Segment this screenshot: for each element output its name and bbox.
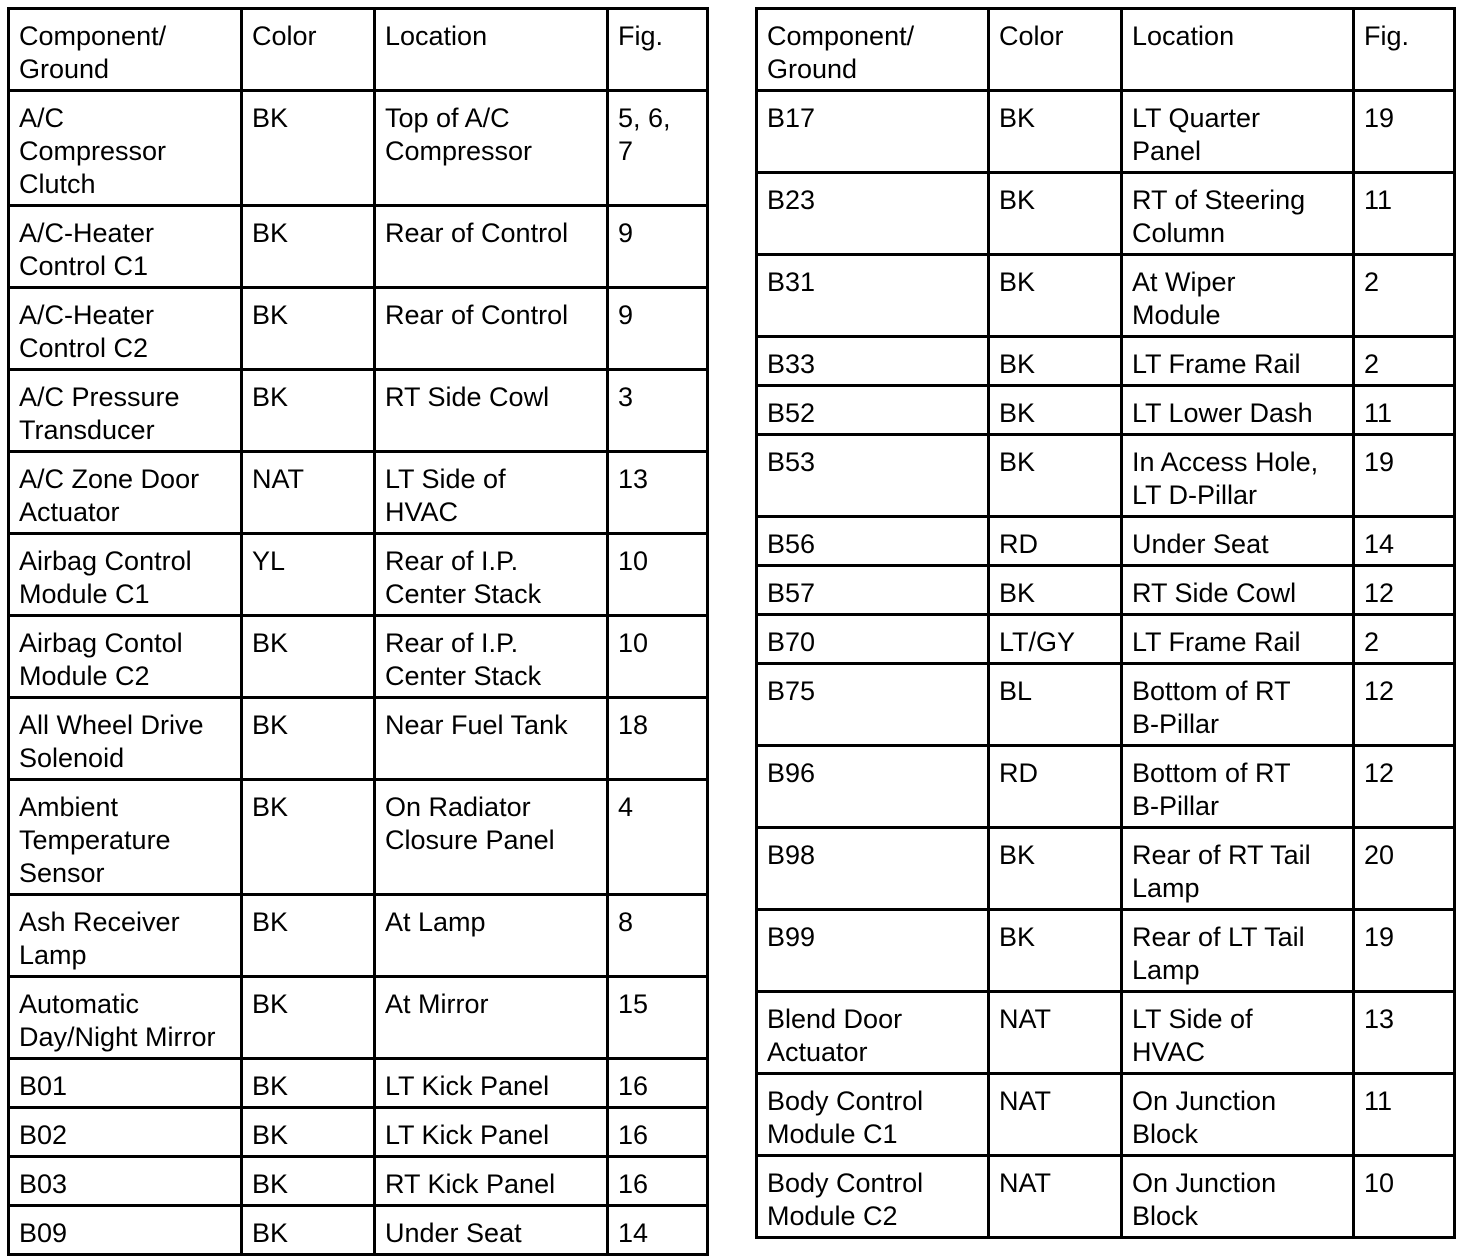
component-ground-cell: B09 (9, 1206, 242, 1255)
header-component-ground: Component/ Ground (757, 9, 989, 91)
component-ground-cell: B17 (757, 91, 989, 173)
table-row (9, 452, 708, 534)
component-ground-cell: B23 (757, 173, 989, 255)
color-cell: BL (989, 664, 1122, 746)
location-cell: RT Kick Panel (375, 1157, 608, 1206)
location-cell: At Lamp (375, 895, 608, 977)
component-ground-cell: B75 (757, 664, 989, 746)
component-ground-cell: B96 (757, 746, 989, 828)
fig-cell: 9 (608, 288, 708, 370)
location-cell: At Wiper Module (1122, 255, 1354, 337)
location-cell: Rear of I.P. Center Stack (375, 534, 608, 616)
component-ground-cell: Blend Door Actuator (757, 992, 989, 1074)
fig-cell: 10 (608, 534, 708, 616)
location-cell: LT Frame Rail (1122, 337, 1354, 386)
component-ground-cell: B53 (757, 435, 989, 517)
table-row (9, 977, 708, 1059)
location-cell: Rear of Control (375, 288, 608, 370)
component-ground-cell: B33 (757, 337, 989, 386)
location-cell: In Access Hole, LT D-Pillar (1122, 435, 1354, 517)
table-row (9, 534, 708, 616)
header-color: Color (989, 9, 1122, 91)
color-cell: BK (989, 91, 1122, 173)
table-row (757, 517, 1455, 566)
fig-cell: 10 (1354, 1156, 1455, 1238)
right-table-body (757, 91, 1455, 1238)
header-location: Location (375, 9, 608, 91)
table-row (757, 435, 1455, 517)
color-cell: BK (989, 566, 1122, 615)
color-cell: BK (242, 616, 375, 698)
component-ground-cell: B98 (757, 828, 989, 910)
location-cell: Rear of I.P. Center Stack (375, 616, 608, 698)
location-cell: Rear of RT Tail Lamp (1122, 828, 1354, 910)
fig-cell: 8 (608, 895, 708, 977)
location-cell: LT Side of HVAC (1122, 992, 1354, 1074)
component-ground-cell: B01 (9, 1059, 242, 1108)
component-ground-cell: Body Control Module C1 (757, 1074, 989, 1156)
location-cell: Under Seat (1122, 517, 1354, 566)
table-row (757, 566, 1455, 615)
table-row (9, 616, 708, 698)
table-row (9, 288, 708, 370)
color-cell: NAT (989, 1074, 1122, 1156)
fig-cell: 14 (1354, 517, 1455, 566)
fig-cell: 19 (1354, 91, 1455, 173)
fig-cell: 2 (1354, 255, 1455, 337)
component-ground-cell: B03 (9, 1157, 242, 1206)
color-cell: BK (242, 1108, 375, 1157)
table-row (9, 895, 708, 977)
location-cell: On Radiator Closure Panel (375, 780, 608, 895)
table-row (757, 615, 1455, 664)
component-ground-cell: B02 (9, 1108, 242, 1157)
header-component-ground: Component/ Ground (9, 9, 242, 91)
table-row (9, 1059, 708, 1108)
location-cell: LT Lower Dash (1122, 386, 1354, 435)
color-cell: BK (242, 977, 375, 1059)
component-ground-cell: B57 (757, 566, 989, 615)
table-row (757, 664, 1455, 746)
location-cell: LT Kick Panel (375, 1059, 608, 1108)
table-row (757, 173, 1455, 255)
location-cell: RT of Steering Column (1122, 173, 1354, 255)
color-cell: NAT (242, 452, 375, 534)
component-ground-cell: Airbag Contol Module C2 (9, 616, 242, 698)
color-cell: NAT (989, 1156, 1122, 1238)
component-ground-cell: A/C-Heater Control C1 (9, 206, 242, 288)
color-cell: BK (989, 255, 1122, 337)
header-fig: Fig. (608, 9, 708, 91)
component-ground-cell: Airbag Control Module C1 (9, 534, 242, 616)
header-row (9, 9, 708, 91)
location-cell: On Junction Block (1122, 1074, 1354, 1156)
fig-cell: 15 (608, 977, 708, 1059)
component-ground-cell: A/C Zone Door Actuator (9, 452, 242, 534)
location-cell: Bottom of RT B-Pillar (1122, 664, 1354, 746)
component-ground-cell: B52 (757, 386, 989, 435)
table-row (9, 1206, 708, 1255)
location-cell: LT Kick Panel (375, 1108, 608, 1157)
fig-cell: 11 (1354, 173, 1455, 255)
fig-cell: 9 (608, 206, 708, 288)
component-ground-cell: Body Control Module C2 (757, 1156, 989, 1238)
component-ground-cell: All Wheel Drive Solenoid (9, 698, 242, 780)
color-cell: LT/GY (989, 615, 1122, 664)
color-cell: BK (242, 698, 375, 780)
table-row (757, 386, 1455, 435)
color-cell: BK (989, 386, 1122, 435)
component-ground-cell: B56 (757, 517, 989, 566)
fig-cell: 19 (1354, 910, 1455, 992)
color-cell: BK (242, 1206, 375, 1255)
header-color: Color (242, 9, 375, 91)
table-row (9, 698, 708, 780)
fig-cell: 19 (1354, 435, 1455, 517)
table-row (9, 91, 708, 206)
color-cell: BK (989, 435, 1122, 517)
fig-cell: 20 (1354, 828, 1455, 910)
location-cell: LT Frame Rail (1122, 615, 1354, 664)
color-cell: BK (242, 780, 375, 895)
fig-cell: 12 (1354, 566, 1455, 615)
fig-cell: 18 (608, 698, 708, 780)
color-cell: BK (989, 337, 1122, 386)
location-cell: RT Side Cowl (1122, 566, 1354, 615)
fig-cell: 12 (1354, 746, 1455, 828)
table-row (9, 1157, 708, 1206)
component-ground-cell: B70 (757, 615, 989, 664)
color-cell: BK (242, 206, 375, 288)
location-cell: Rear of LT Tail Lamp (1122, 910, 1354, 992)
table-row (757, 91, 1455, 173)
location-cell: At Mirror (375, 977, 608, 1059)
table-row (757, 746, 1455, 828)
table-row (9, 206, 708, 288)
location-cell: LT Side of HVAC (375, 452, 608, 534)
component-ground-cell: B99 (757, 910, 989, 992)
table-row (9, 780, 708, 895)
header-row (757, 9, 1455, 91)
component-ground-cell: A/C Pressure Transducer (9, 370, 242, 452)
fig-cell: 10 (608, 616, 708, 698)
table-row (757, 255, 1455, 337)
component-ground-cell: Ambient Temperature Sensor (9, 780, 242, 895)
color-cell: BK (242, 370, 375, 452)
color-cell: YL (242, 534, 375, 616)
location-cell: RT Side Cowl (375, 370, 608, 452)
table-row (757, 992, 1455, 1074)
table-row (9, 1108, 708, 1157)
component-ground-cell: Automatic Day/Night Mirror (9, 977, 242, 1059)
fig-cell: 2 (1354, 615, 1455, 664)
table-row (757, 828, 1455, 910)
color-cell: BK (242, 91, 375, 206)
left-table-body (9, 91, 708, 1255)
component-ground-cell: Ash Receiver Lamp (9, 895, 242, 977)
color-cell: RD (989, 746, 1122, 828)
color-cell: NAT (989, 992, 1122, 1074)
color-cell: BK (242, 1059, 375, 1108)
fig-cell: 16 (608, 1108, 708, 1157)
fig-cell: 16 (608, 1059, 708, 1108)
table-row (757, 910, 1455, 992)
color-cell: BK (989, 828, 1122, 910)
color-cell: BK (989, 173, 1122, 255)
location-cell: Top of A/C Compressor (375, 91, 608, 206)
fig-cell: 12 (1354, 664, 1455, 746)
header-fig: Fig. (1354, 9, 1455, 91)
table-row (757, 337, 1455, 386)
ground-table-right (755, 7, 1456, 1239)
location-cell: LT Quarter Panel (1122, 91, 1354, 173)
header-location: Location (1122, 9, 1354, 91)
component-ground-cell: A/C Compressor Clutch (9, 91, 242, 206)
fig-cell: 11 (1354, 1074, 1455, 1156)
fig-cell: 13 (1354, 992, 1455, 1074)
table-row (757, 1074, 1455, 1156)
location-cell: Near Fuel Tank (375, 698, 608, 780)
color-cell: BK (242, 288, 375, 370)
fig-cell: 14 (608, 1206, 708, 1255)
component-ground-cell: A/C-Heater Control C2 (9, 288, 242, 370)
location-cell: Under Seat (375, 1206, 608, 1255)
fig-cell: 5, 6, 7 (608, 91, 708, 206)
fig-cell: 2 (1354, 337, 1455, 386)
table-row (9, 370, 708, 452)
fig-cell: 11 (1354, 386, 1455, 435)
fig-cell: 4 (608, 780, 708, 895)
location-cell: Bottom of RT B-Pillar (1122, 746, 1354, 828)
location-cell: On Junction Block (1122, 1156, 1354, 1238)
color-cell: BK (242, 895, 375, 977)
fig-cell: 3 (608, 370, 708, 452)
component-ground-cell: B31 (757, 255, 989, 337)
location-cell: Rear of Control (375, 206, 608, 288)
color-cell: BK (242, 1157, 375, 1206)
ground-table-left (7, 7, 709, 1256)
fig-cell: 16 (608, 1157, 708, 1206)
color-cell: BK (989, 910, 1122, 992)
color-cell: RD (989, 517, 1122, 566)
fig-cell: 13 (608, 452, 708, 534)
